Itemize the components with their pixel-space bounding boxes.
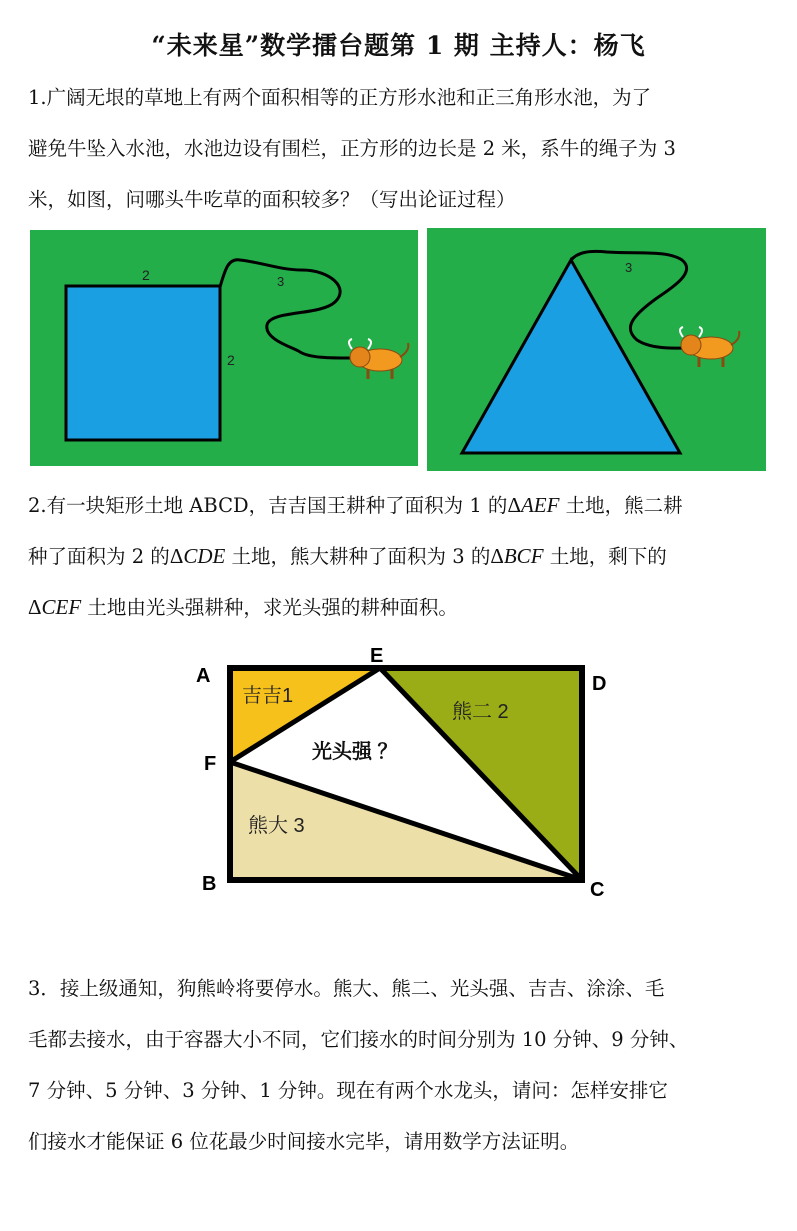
delta-symbol: Δ (490, 544, 504, 568)
question-3-line-4: 们接水才能保证 6 位花最少时间接水完毕，请用数学方法证明。 (28, 1130, 580, 1153)
triangle-CEF: CEF (41, 595, 82, 619)
vertex-F: F (204, 753, 217, 775)
question-2-line-2 (28, 531, 773, 582)
label-jiji: 吉吉1 (242, 685, 294, 707)
q2-text-3b: 土地由光头强耕种，求光头强的耕种面积。 (81, 596, 458, 619)
square-rope-label: 3 (277, 274, 285, 289)
question-3-text (28, 963, 773, 1167)
triangle-pool-figure (427, 228, 766, 471)
vertex-D: D (592, 673, 607, 695)
delta-symbol: Δ (169, 544, 184, 568)
vertex-A: A (196, 665, 211, 687)
question-3-line-1: 3．接上级通知，狗熊岭将要停水。熊大、熊二、光头强、吉吉、涂涂、毛 (28, 977, 665, 1000)
question-3-line-3: 7 分钟、5 分钟、3 分钟、1 分钟。现在有两个水龙头，请问：怎样安排它 (28, 1079, 668, 1102)
question-3-line-2: 毛都去接水，由于容器大小不同，它们接水的时间分别为 10 分钟、9 分钟、 (28, 1028, 689, 1051)
q2-text-2c: 土地，剩下的 (543, 545, 667, 568)
q2-text-1b: 土地，熊二耕 (559, 494, 683, 517)
vertex-C: C (590, 879, 605, 901)
triangle-CDE: CDE (183, 544, 226, 568)
vertex-B: B (202, 873, 217, 895)
rectangle-ABCD-figure (190, 640, 620, 905)
vertex-E: E (370, 645, 384, 667)
question-2-text (28, 480, 773, 633)
label-guangtouqiang: 光头强 ？ (312, 741, 398, 763)
delta-symbol: Δ (28, 595, 42, 619)
question-1-line-2: 避免牛坠入水池，水池边设有围栏，正方形的边长是 2 米，系牛的绳子为 3 (28, 137, 676, 160)
triangle-rope-label: 3 (625, 260, 633, 275)
delta-symbol: Δ (507, 493, 521, 517)
question-1-line-3: 米，如图，问哪头牛吃草的面积较多？（写出论证过程） (28, 188, 516, 211)
question-2-line-3 (28, 582, 773, 633)
question-2-line-1 (28, 480, 773, 531)
triangle-BCF: BCF (503, 544, 544, 568)
q2-text-2b: 土地，熊大耕种了面积为 3 的 (225, 545, 491, 568)
square-top-label: 2 (142, 267, 150, 283)
question-1-text (28, 72, 773, 225)
question-1-line-1: 1.广阔无垠的草地上有两个面积相等的正方形水池和正三角形水池，为了 (28, 86, 652, 109)
square-pool (66, 286, 220, 440)
square-pool-figure (30, 230, 418, 466)
triangle-AEF: AEF (520, 493, 560, 517)
square-side-label: 2 (227, 352, 235, 368)
q2-text-2a: 种了面积为 2 的 (28, 545, 170, 568)
page-title: “未来星”数学擂台题第 1 期 主持人：杨飞 (151, 31, 646, 60)
label-xionger: 熊二 2 (452, 701, 509, 723)
q2-text-1a: 2.有一块矩形土地 ABCD，吉吉国王耕种了面积为 1 的 (28, 494, 508, 517)
label-xiongda: 熊大 3 (248, 815, 305, 837)
